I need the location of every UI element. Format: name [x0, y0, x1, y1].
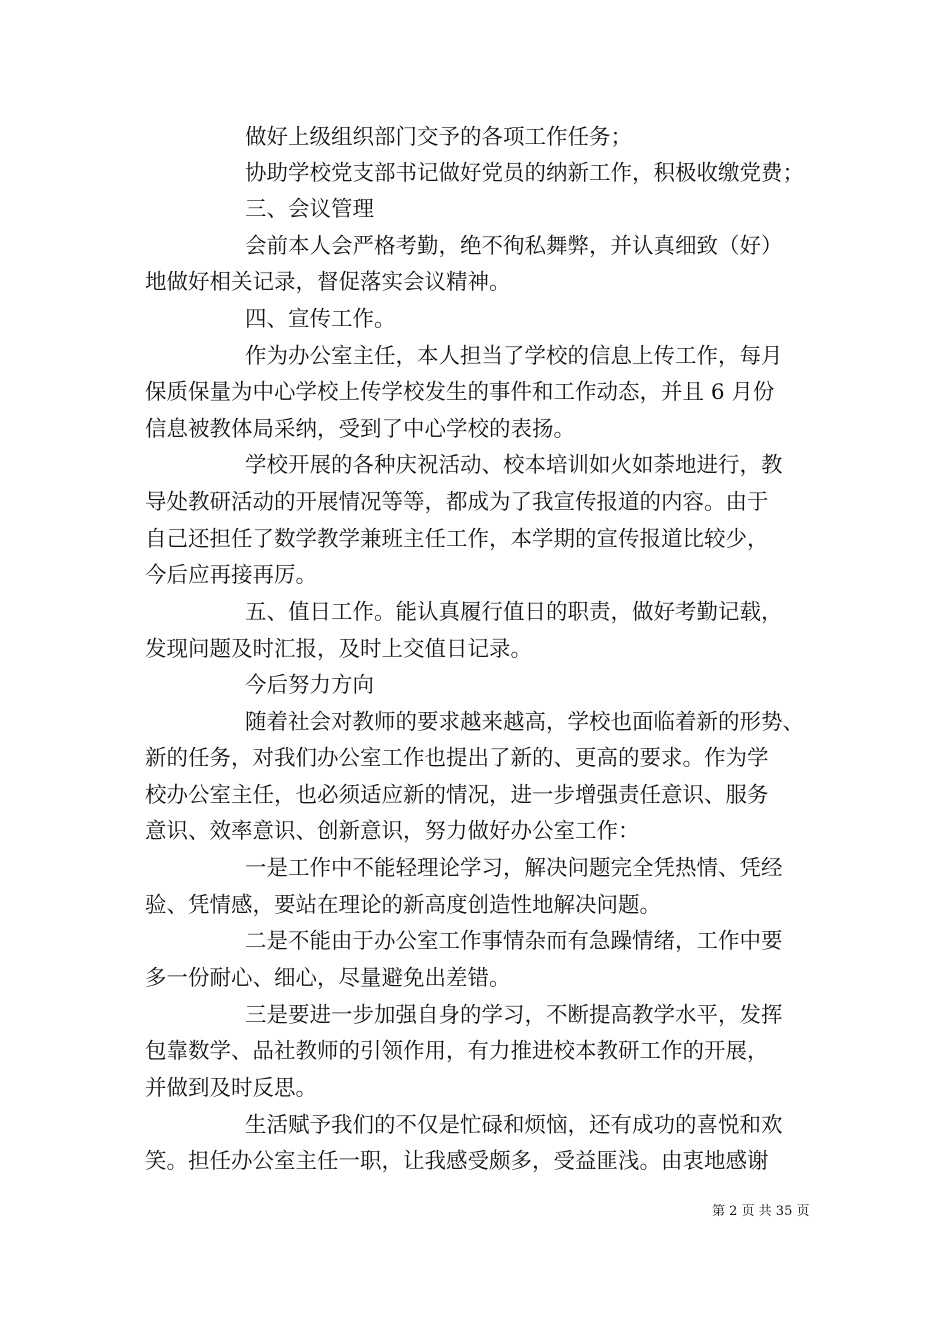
- text-line: 今后应再接再厉。: [145, 563, 318, 588]
- text-line: 五、值日工作。能认真履行值日的职责，做好考勤记载，: [245, 600, 783, 625]
- text-line: 意识、效率意识、创新意识，努力做好办公室工作：: [145, 819, 640, 844]
- page-number-footer: 第 2 页 共 35 页: [712, 1204, 810, 1219]
- text-line: 生活赋予我们的不仅是忙碌和烦恼，还有成功的喜悦和欢: [245, 1113, 783, 1138]
- text-line: 自己还担任了数学教学兼班主任工作，本学期的宣传报道比较少，: [145, 527, 769, 552]
- text-line: 会前本人会严格考勤，绝不徇私舞弊，并认真细致（好）: [245, 234, 783, 259]
- text-line: 验、凭情感，要站在理论的新高度创造性地解决问题。: [145, 893, 662, 918]
- text-line: 多一份耐心、细心，尽量避免出差错。: [145, 966, 511, 991]
- text-line: 导处教研活动的开展情况等等，都成为了我宣传报道的内容。由于: [145, 490, 769, 515]
- text-line: 包靠数学、品社教师的引领作用，有力推进校本教研工作的开展，: [145, 1039, 769, 1064]
- text-line: 新的任务，对我们办公室工作也提出了新的、更高的要求。作为学: [145, 746, 769, 771]
- text-line: 做好上级组织部门交予的各项工作任务；: [245, 125, 633, 150]
- text-line: 地做好相关记录，督促落实会议精神。: [145, 270, 511, 295]
- section-heading: 今后努力方向: [245, 673, 375, 698]
- text-line: 笑。担任办公室主任一职，让我感受颇多，受益匪浅。由衷地感谢: [145, 1149, 769, 1174]
- text-line: 学校开展的各种庆祝活动、校本培训如火如荼地进行，教: [245, 453, 783, 478]
- text-line: 保质保量为中心学校上传学校发生的事件和工作动态，并且 6 月份: [145, 380, 775, 405]
- text-line: 发现问题及时汇报，及时上交值日记录。: [145, 637, 533, 662]
- text-line: 三是要进一步加强自身的学习，不断提高教学水平，发挥: [245, 1003, 783, 1028]
- text-line: 二是不能由于办公室工作事情杂而有急躁情绪，工作中要: [245, 929, 783, 954]
- text-line: 协助学校党支部书记做好党员的纳新工作，积极收缴党费；: [245, 161, 805, 186]
- section-heading: 四、宣传工作。: [245, 307, 396, 332]
- text-line: 并做到及时反思。: [145, 1076, 318, 1101]
- text-line: 作为办公室主任，本人担当了学校的信息上传工作，每月: [245, 344, 783, 369]
- text-line: 一是工作中不能轻理论学习，解决问题完全凭热情、凭经: [245, 856, 783, 881]
- text-line: 随着社会对教师的要求越来越高，学校也面临着新的形势、: [245, 710, 805, 735]
- text-line: 校办公室主任，也必须适应新的情况，进一步增强责任意识、服务: [145, 783, 769, 808]
- section-heading: 三、会议管理: [245, 197, 375, 222]
- text-line: 信息被教体局采纳，受到了中心学校的表扬。: [145, 417, 576, 442]
